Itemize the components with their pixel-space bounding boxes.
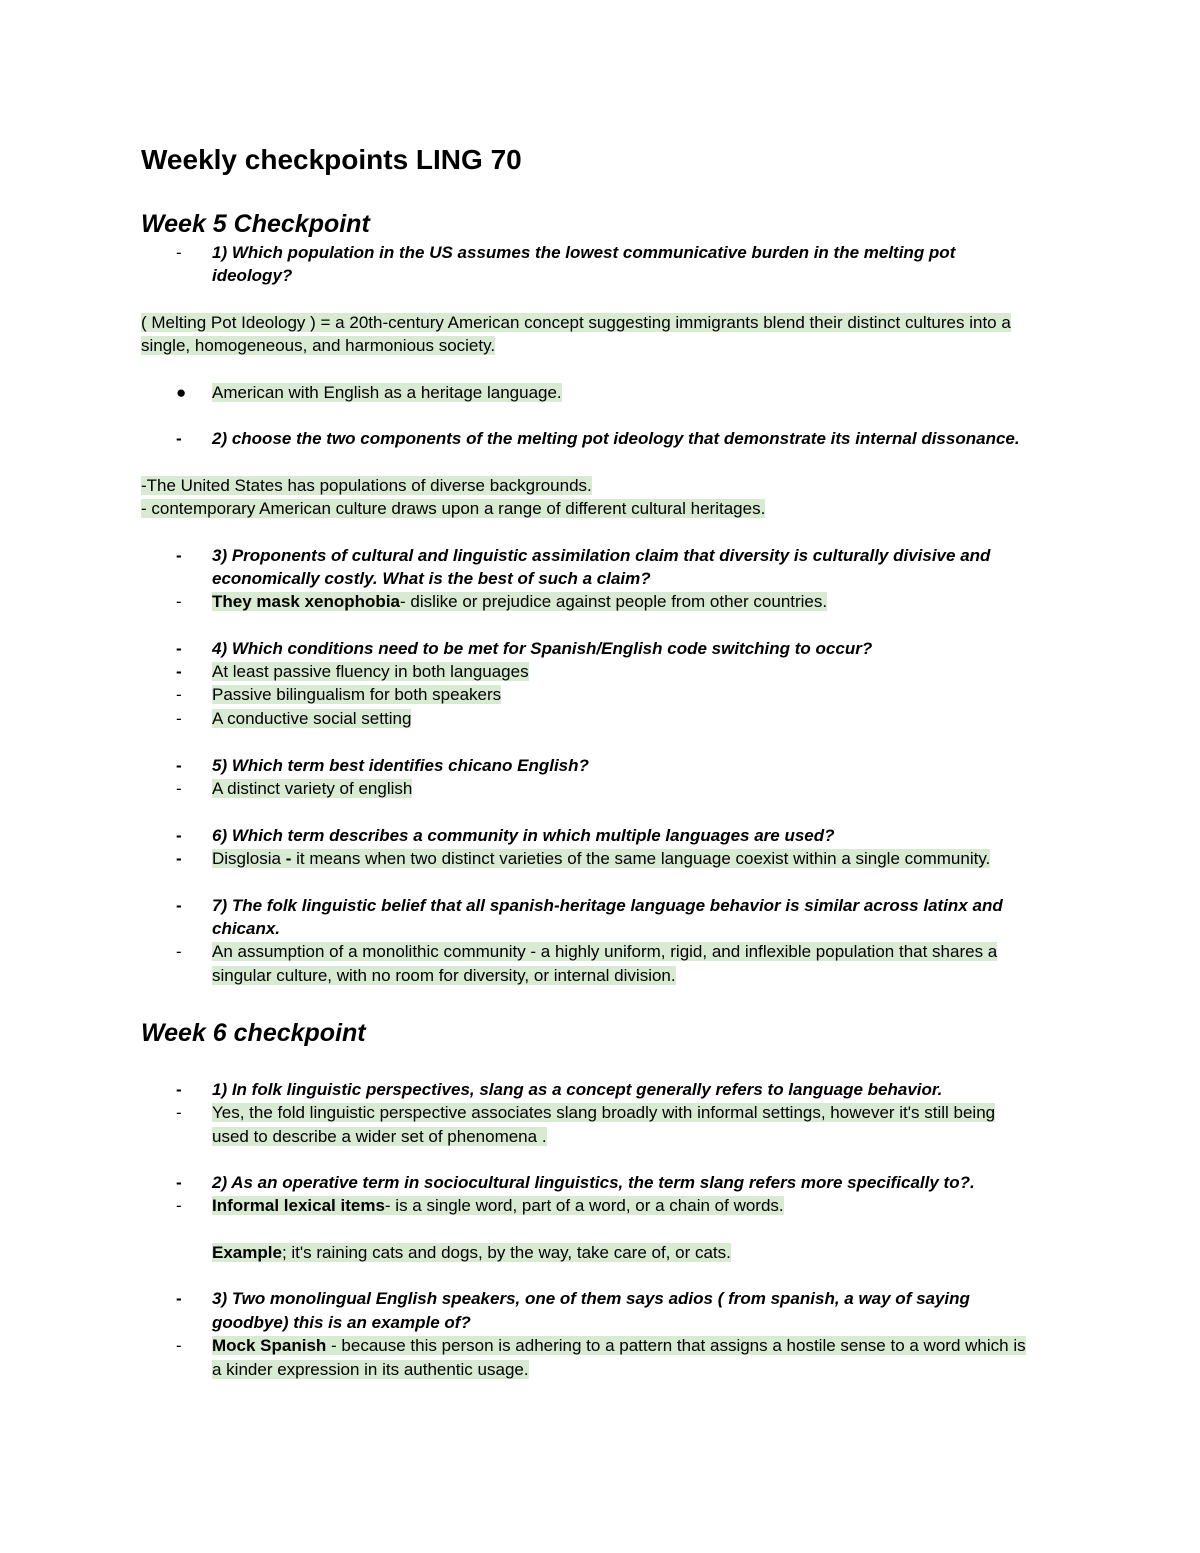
dash-marker: -	[176, 709, 182, 728]
dash-marker: -	[176, 849, 182, 868]
w5-q3-line2: economically costly. What is the best of such a claim?	[212, 569, 651, 588]
w5-a7-line2: singular culture, with no room for diversity, or internal division.	[212, 966, 676, 985]
dash-marker: -	[176, 1336, 182, 1355]
dash-marker: -	[176, 639, 182, 658]
w6-q1: 1) In folk linguistic perspectives, slang as a concept generally refers to language behavior.	[212, 1080, 943, 1099]
dash-marker: -	[176, 592, 182, 611]
dash-marker: -	[176, 942, 182, 961]
w5-definition-line1: ( Melting Pot Ideology ) = a 20th-century American concept suggesting immigrants blend their distinct cultures into a	[141, 313, 1011, 332]
dash-marker: -	[176, 662, 182, 681]
dash-marker: -	[176, 826, 182, 845]
dash-marker: -	[176, 756, 182, 775]
dash-marker: -	[176, 685, 182, 704]
w6-q3-line2: goodbye) this is an example of?	[212, 1313, 471, 1332]
w5-a6: Disglosia - it means when two distinct varieties of the same language coexist within a single community.	[212, 849, 991, 868]
week5-heading: Week 5 Checkpoint	[141, 210, 370, 238]
w5-q7-line2: chicanx.	[212, 919, 281, 938]
w5-a7-line1: An assumption of a monolithic community - a highly uniform, rigid, and inflexible population that shares a	[212, 942, 998, 961]
dash-marker: -	[176, 546, 182, 565]
page-title: Weekly checkpoints LING 70	[141, 144, 522, 175]
w6-q3-line1: 3) Two monolingual English speakers, one of them says adios ( from spanish, a way of saying	[212, 1289, 970, 1308]
w6-a3-line1: Mock Spanish - because this person is adhering to a pattern that assigns a hostile sense to a word which is	[212, 1336, 1026, 1355]
w6-a2: Informal lexical items- is a single word, part of a word, or a chain of words.	[212, 1196, 784, 1215]
w5-definition-line2: single, homogeneous, and harmonious society.	[141, 336, 496, 355]
week6-heading: Week 6 checkpoint	[141, 1019, 366, 1047]
dash-marker: -	[176, 1080, 182, 1099]
w5-a3: They mask xenophobia- dislike or prejudice against people from other countries.	[212, 592, 828, 611]
w5-q4: 4) Which conditions need to be met for Spanish/English code switching to occur?	[212, 639, 873, 658]
w5-a4-item: Passive bilingualism for both speakers	[212, 685, 502, 704]
w5-a2-line2: - contemporary American culture draws upon a range of different cultural heritages.	[141, 499, 766, 518]
bullet-marker: ●	[176, 383, 187, 402]
w5-q3-line1: 3) Proponents of cultural and linguistic assimilation claim that diversity is culturally divisive and	[212, 546, 991, 565]
w6-a3-line2: a kinder expression in its authentic usage.	[212, 1360, 529, 1379]
w5-q7-line1: 7) The folk linguistic belief that all spanish-heritage language behavior is similar across latinx and	[212, 896, 1003, 915]
dash-marker: -	[176, 779, 182, 798]
w5-a2-line1: -The United States has populations of diverse backgrounds.	[141, 476, 592, 495]
dash-marker: -	[176, 1173, 182, 1192]
dash-marker: -	[176, 1103, 182, 1122]
w5-q2: 2) choose the two components of the melting pot ideology that demonstrate its internal dissonance.	[212, 429, 1020, 448]
w5-a1: American with English as a heritage language.	[212, 383, 562, 402]
w6-a1-line2: used to describe a wider set of phenomena .	[212, 1127, 547, 1146]
dash-marker: -	[176, 429, 182, 448]
w5-q1-line2: ideology?	[212, 266, 293, 285]
dash-marker: -	[176, 896, 182, 915]
w5-q5: 5) Which term best identifies chicano English?	[212, 756, 589, 775]
w6-q2: 2) As an operative term in sociocultural linguistics, the term slang refers more specifically to?.	[212, 1173, 975, 1192]
w6-example: Example; it's raining cats and dogs, by the way, take care of, or cats.	[212, 1243, 731, 1262]
w5-a4-item: At least passive fluency in both languages	[212, 662, 529, 681]
dash-marker: -	[176, 1289, 182, 1308]
w5-a5: A distinct variety of english	[212, 779, 413, 798]
dash-marker: -	[176, 243, 182, 262]
w5-a4-item: A conductive social setting	[212, 709, 412, 728]
w5-q1-line1: 1) Which population in the US assumes the lowest communicative burden in the melting pot	[212, 243, 956, 262]
dash-marker: -	[176, 1196, 182, 1215]
w5-q6: 6) Which term describes a community in which multiple languages are used?	[212, 826, 835, 845]
w6-a1-line1: Yes, the fold linguistic perspective associates slang broadly with informal settings, however it's still being	[212, 1103, 996, 1122]
